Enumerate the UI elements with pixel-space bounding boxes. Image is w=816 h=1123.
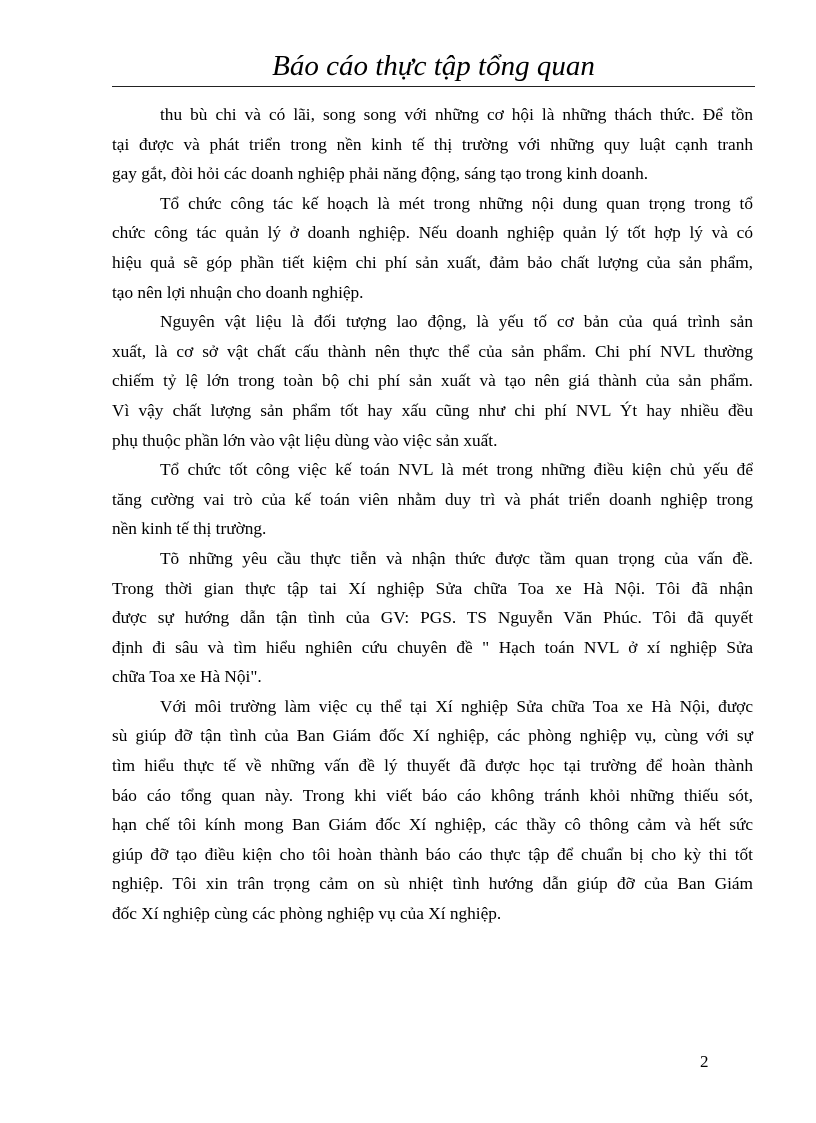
text-line: báo cáo tổng quan này. Trong khi viết báo cáo không tránh khỏi những thiếu sót, xyxy=(112,785,753,805)
text-line: hạn chế tôi kính mong Ban Giám đốc Xí nghiệp, các thầy cô thông cảm và hết sức xyxy=(112,815,753,835)
paragraph xyxy=(112,692,753,929)
text-line: hiệu quả sẽ góp phần tiết kiệm chi phí sản xuất, đảm bảo chất lượng của sản phẩm, xyxy=(112,252,753,272)
paragraph xyxy=(112,544,753,692)
text-line: chiếm tỷ lệ lớn trong toàn bộ chi phí sản xuất và tạo nên giá thành của sản phẩm. xyxy=(112,371,753,391)
paragraph xyxy=(112,307,753,455)
text-line: định đi sâu và tìm hiểu nghiên cứu chuyên đề " Hạch toán NVL ở xí nghiệp Sửa xyxy=(112,637,753,657)
text-line: thu bù chi và có lãi, song song với những cơ hội là những thách thức. Để tồn xyxy=(160,105,753,124)
text-line: Vì vậy chất lượng sản phẩm tốt hay xấu cũng như chi phí NVL Ýt hay nhiều đều xyxy=(112,400,753,420)
page-header-title: Báo cáo thực tập tổng quan xyxy=(272,50,595,82)
text-line: giúp đỡ tạo điều kiện cho tôi hoàn thành báo cáo thực tập để chuẩn bị cho kỳ thi tốt xyxy=(112,844,753,864)
text-line: Tõ những yêu cầu thực tiễn và nhận thức được tầm quan trọng của vấn đề. xyxy=(160,548,753,568)
text-line: Trong thời gian thực tập tai Xí nghiệp Sửa chữa Toa xe Hà Nội. Tôi đã nhận xyxy=(112,578,753,598)
text-line: sù giúp đỡ tận tình của Ban Giám đốc Xí nghiệp, các phòng nghiệp vụ, cùng với sự xyxy=(112,726,753,746)
text-line: nghiệp. Tôi xin trân trọng cảm on sù nhiệt tình hướng dẫn giúp đỡ của Ban Giám xyxy=(112,874,753,894)
text-line: được sự hướng dẫn tận tình của GV: PGS. TS Nguyễn Văn Phúc. Tôi đã quyết xyxy=(112,608,753,628)
text-line: Tổ chức công tác kế hoạch là mét trong những nội dung quan trọng trong tổ xyxy=(160,193,753,213)
text-line: Nguyên vật liệu là đối tượng lao động, là yếu tố cơ bản của quá trình sản xyxy=(160,312,753,332)
text-line: tại được và phát triển trong nền kinh tế thị trường với những quy luật cạnh tranh xyxy=(112,134,753,154)
text-line: đốc Xí nghiệp cùng các phòng nghiệp vụ của Xí nghiệp. xyxy=(112,904,502,924)
text-line: Với môi trường làm việc cụ thể tại Xí nghiệp Sửa chữa Toa xe Hà Nội, được xyxy=(160,696,753,716)
text-line: nền kinh tế thị trường. xyxy=(112,519,267,539)
text-line: gay gắt, đòi hỏi các doanh nghiệp phải năng động, sáng tạo trong kinh doanh. xyxy=(112,164,649,184)
text-line: Tổ chức tốt công việc kế toán NVL là mét trong những điều kiện chủ yếu để xyxy=(160,460,753,480)
text-line: chữa Toa xe Hà Nội". xyxy=(112,667,262,687)
document-body xyxy=(112,100,753,929)
text-line: tạo nên lợi nhuận cho doanh nghiệp. xyxy=(112,282,364,302)
text-line: tìm hiểu thực tế về những vấn đề lý thuyết đã được học tại trường để hoàn thành xyxy=(112,756,753,776)
paragraph xyxy=(112,455,753,544)
paragraph xyxy=(112,189,753,307)
paragraph xyxy=(112,100,753,189)
header-divider xyxy=(112,86,755,87)
text-line: tăng cường vai trò của kế toán viên nhằm duy trì và phát triển doanh nghiệp trong xyxy=(112,489,753,509)
text-line: chức công tác quản lý ở doanh nghiệp. Nếu doanh nghiệp quản lý tốt hợp lý và có xyxy=(112,223,753,243)
page-number: 2 xyxy=(700,1052,709,1071)
text-line: xuất, là cơ sở vật chất cấu thành nên thực thể của sản phẩm. Chi phí NVL thường xyxy=(112,341,753,361)
text-line: phụ thuộc phần lớn vào vật liệu dùng vào việc sản xuất. xyxy=(112,430,498,450)
